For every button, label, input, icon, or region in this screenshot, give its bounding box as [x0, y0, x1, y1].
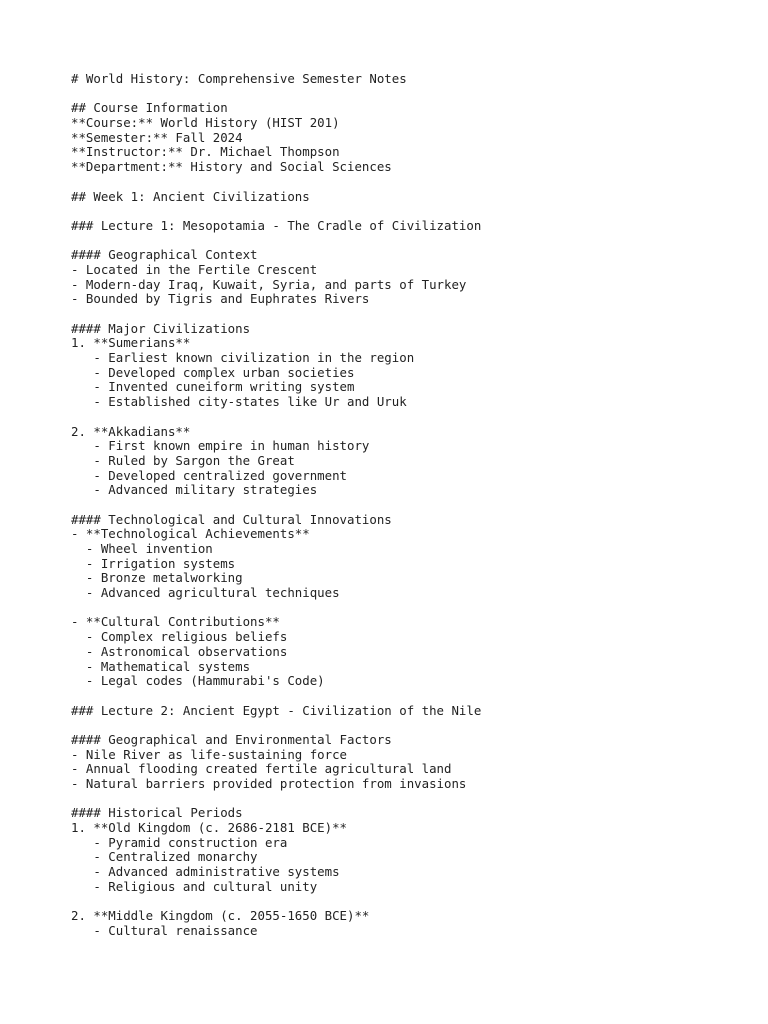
blank-line	[71, 689, 768, 704]
blank-line	[71, 718, 768, 733]
blank-line	[71, 792, 768, 807]
numbered-item: 2. **Akkadians**	[71, 423, 191, 439]
list-item: - First known empire in human history	[71, 438, 370, 454]
list-item: - Earliest known civilization in the region	[71, 350, 415, 366]
list-item: - Astronomical observations	[71, 643, 288, 659]
text-line: **Semester:** Fall 2024	[71, 129, 243, 145]
numbered-item: 1. **Old Kingdom (c. 2686-2181 BCE)**	[71, 820, 348, 836]
numbered-item: 2. **Middle Kingdom (c. 2055-1650 BCE)**	[71, 908, 370, 924]
list-item: - Centralized monarchy	[71, 849, 258, 865]
blank-line	[71, 895, 768, 910]
text-line: **Course:** World History (HIST 201)	[71, 115, 340, 131]
list-item: - **Technological Achievements**	[71, 526, 310, 542]
subsection-heading: #### Geographical and Environmental Factors	[71, 731, 392, 747]
list-item: - Legal codes (Hammurabi's Code)	[71, 673, 325, 689]
subsection-heading: #### Historical Periods	[71, 805, 243, 821]
blank-line	[71, 234, 768, 249]
list-item: - Nile River as life-sustaining force	[71, 746, 348, 762]
list-item: - Advanced agricultural techniques	[71, 585, 340, 601]
list-item: - Modern-day Iraq, Kuwait, Syria, and parts of Turkey	[71, 276, 467, 292]
list-item: - Bounded by Tigris and Euphrates Rivers	[71, 291, 370, 307]
blank-line	[71, 175, 768, 190]
numbered-item: 1. **Sumerians**	[71, 335, 191, 351]
list-item: - Advanced military strategies	[71, 482, 318, 498]
blank-line	[71, 601, 768, 616]
list-item: - Natural barriers provided protection from invasions	[71, 776, 467, 791]
list-item: - Irrigation systems	[71, 555, 236, 571]
list-item: - Bronze metalworking	[71, 570, 243, 586]
list-item: - Cultural renaissance	[71, 922, 258, 938]
list-item: - Annual flooding created fertile agricultural land	[71, 761, 452, 777]
list-item: - Wheel invention	[71, 541, 213, 556]
list-item: - Developed centralized government	[71, 467, 348, 483]
list-item: - Developed complex urban societies	[71, 364, 355, 380]
text-line: **Instructor:** Dr. Michael Thompson	[71, 144, 340, 160]
lecture-heading: ### Lecture 2: Ancient Egypt - Civilization of the Nile	[71, 702, 482, 718]
section-heading: ## Week 1: Ancient Civilizations	[71, 188, 310, 204]
document-title: # World History: Comprehensive Semester Notes	[71, 71, 407, 86]
lecture-heading: ### Lecture 1: Mesopotamia - The Cradle of Civilization	[71, 217, 482, 233]
list-item: - Pyramid construction era	[71, 834, 288, 850]
list-item: - Religious and cultural unity	[71, 878, 318, 894]
subsection-heading: #### Geographical Context	[71, 247, 258, 263]
list-item: - Ruled by Sargon the Great	[71, 452, 295, 468]
list-item: - Advanced administrative systems	[71, 864, 340, 880]
subsection-heading: #### Major Civilizations	[71, 320, 251, 336]
blank-line	[71, 410, 768, 425]
list-item: - Invented cuneiform writing system	[71, 379, 355, 395]
list-item: - Complex religious beliefs	[71, 629, 288, 645]
subsection-heading: #### Technological and Cultural Innovations	[71, 511, 392, 527]
blank-line	[71, 204, 768, 219]
text-line: **Department:** History and Social Sciences	[71, 159, 392, 175]
list-item: - Mathematical systems	[71, 658, 251, 674]
list-item: - Located in the Fertile Crescent	[71, 261, 318, 277]
section-heading: ## Course Information	[71, 100, 228, 116]
blank-line	[71, 307, 768, 322]
list-item: - Established city-states like Ur and Uruk	[71, 394, 407, 410]
blank-line	[71, 498, 768, 513]
list-item: - **Cultural Contributions**	[71, 614, 280, 630]
blank-line	[71, 87, 768, 102]
